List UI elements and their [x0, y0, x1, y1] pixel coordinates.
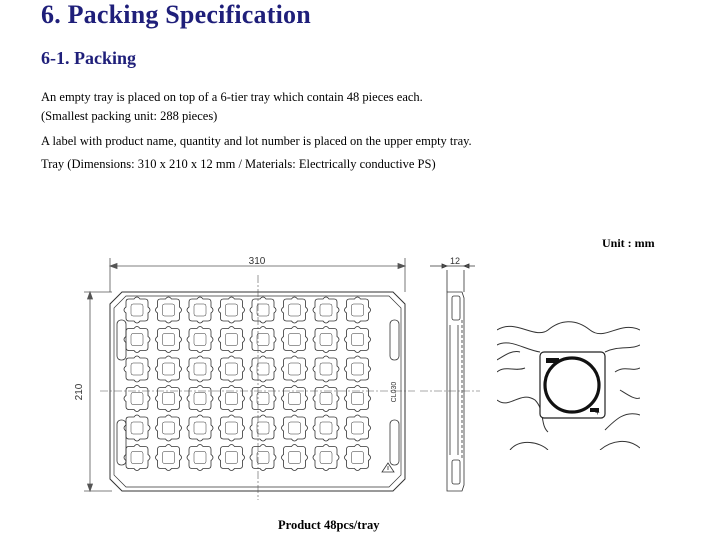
- tray-pocket-inner: [257, 393, 269, 405]
- tray-pocket: [219, 297, 245, 323]
- pocket-grid: [124, 297, 371, 471]
- tray-side-view: [430, 264, 475, 491]
- tray-pocket-inner: [163, 304, 175, 316]
- description-line-3: A label with product name, quantity and lot number is placed on the upper empty tray.: [41, 134, 472, 148]
- tray-pocket: [187, 297, 213, 323]
- tray-pocket: [313, 297, 339, 323]
- tray-pocket-inner: [352, 422, 364, 434]
- tray-pocket-inner: [257, 422, 269, 434]
- tray-pocket: [156, 297, 182, 323]
- tray-pocket: [156, 415, 182, 441]
- tray-pocket: [282, 297, 308, 323]
- tray-pocket: [219, 415, 245, 441]
- tray-pocket-inner: [131, 452, 143, 464]
- height-dimension: [84, 292, 112, 491]
- tray-pocket-inner: [352, 393, 364, 405]
- section-title: 6. Packing Specification: [41, 0, 311, 29]
- tray-pocket-inner: [289, 304, 301, 316]
- tray-pocket-inner: [289, 452, 301, 464]
- tray-pocket-inner: [320, 363, 332, 375]
- tray-pocket: [345, 386, 371, 412]
- tray-pocket: [313, 386, 339, 412]
- tray-pocket-inner: [226, 334, 238, 346]
- description-line-4: Tray (Dimensions: 310 x 210 x 12 mm / Materials: Electrically conductive PS): [41, 157, 436, 171]
- description-line-2: (Smallest packing unit: 288 pieces): [41, 109, 218, 123]
- tray-pocket: [187, 327, 213, 353]
- tray-outline: [110, 292, 405, 491]
- tray-pocket-inner: [194, 334, 206, 346]
- tray-pocket: [124, 356, 150, 382]
- tray-pocket-inner: [163, 363, 175, 375]
- tray-pocket-inner: [320, 452, 332, 464]
- tray-pocket-inner: [131, 422, 143, 434]
- tray-pocket-inner: [320, 304, 332, 316]
- tray-pocket-inner: [289, 363, 301, 375]
- tray-pocket-inner: [194, 363, 206, 375]
- tray-pocket: [282, 356, 308, 382]
- tray-pocket: [219, 356, 245, 382]
- tray-pocket-inner: [131, 393, 143, 405]
- tray-pocket: [313, 445, 339, 471]
- tray-pocket-inner: [257, 363, 269, 375]
- tray-pocket-inner: [163, 452, 175, 464]
- tray-pocket: [156, 356, 182, 382]
- tray-pocket-inner: [257, 452, 269, 464]
- tray-pocket: [345, 297, 371, 323]
- tray-pocket-inner: [352, 334, 364, 346]
- tray-pocket: [187, 445, 213, 471]
- tray-pocket: [124, 386, 150, 412]
- unit-label: Unit : mm: [602, 236, 655, 250]
- tray-pocket-inner: [352, 304, 364, 316]
- tray-pocket-inner: [352, 363, 364, 375]
- tray-pocket: [282, 386, 308, 412]
- svg-text:+: +: [595, 408, 600, 417]
- tray-pocket-inner: [194, 452, 206, 464]
- tray-pocket-inner: [163, 422, 175, 434]
- tray-pocket: [156, 327, 182, 353]
- tray-pocket-inner: [131, 304, 143, 316]
- tray-pocket: [250, 445, 276, 471]
- tray-pocket: [250, 386, 276, 412]
- height-dim-label: 210: [74, 383, 85, 401]
- tray-pocket: [187, 415, 213, 441]
- tray-pocket: [250, 297, 276, 323]
- tray-pocket: [282, 415, 308, 441]
- tray-pocket-inner: [320, 422, 332, 434]
- tray-pocket: [219, 386, 245, 412]
- tray-pocket-inner: [257, 304, 269, 316]
- tray-pocket: [124, 415, 150, 441]
- description-line-1: An empty tray is placed on top of a 6-tier tray which contain 48 pieces each.: [41, 90, 423, 104]
- tray-pocket-inner: [163, 393, 175, 405]
- tray-pocket: [282, 445, 308, 471]
- tray-pocket-inner: [320, 393, 332, 405]
- tray-pocket-inner: [226, 393, 238, 405]
- tray-pocket-inner: [226, 422, 238, 434]
- tray-pocket: [156, 386, 182, 412]
- pocket-detail-component: [540, 352, 605, 418]
- tray-pocket: [345, 327, 371, 353]
- tray-marking: CL030: [391, 381, 398, 403]
- tray-pocket: [124, 327, 150, 353]
- tray-pocket: [124, 297, 150, 323]
- tray-pocket-inner: [194, 304, 206, 316]
- tray-pocket-inner: [257, 334, 269, 346]
- tray-pocket: [250, 415, 276, 441]
- tray-pocket: [187, 386, 213, 412]
- tray-pocket-inner: [289, 422, 301, 434]
- tray-pocket-inner: [226, 452, 238, 464]
- thickness-dim-label: 12: [449, 256, 461, 266]
- tray-pocket-inner: [226, 304, 238, 316]
- tray-pocket-inner: [289, 393, 301, 405]
- tray-pocket: [250, 327, 276, 353]
- tray-pocket-inner: [194, 393, 206, 405]
- tray-pocket: [345, 415, 371, 441]
- section-subtitle: 6-1. Packing: [41, 48, 137, 68]
- tray-pocket: [187, 356, 213, 382]
- tray-pocket: [313, 327, 339, 353]
- tray-pocket-inner: [131, 363, 143, 375]
- tray-pocket-inner: [289, 334, 301, 346]
- tray-pocket-inner: [320, 334, 332, 346]
- tray-pocket: [313, 356, 339, 382]
- tray-pocket: [250, 356, 276, 382]
- tray-pocket-inner: [352, 452, 364, 464]
- tray-pocket: [219, 327, 245, 353]
- tray-pocket: [313, 415, 339, 441]
- tray-pocket: [282, 327, 308, 353]
- tray-pocket: [124, 445, 150, 471]
- width-dim-label: 310: [248, 256, 266, 267]
- tray-pocket: [345, 445, 371, 471]
- tray-pocket: [156, 445, 182, 471]
- tray-pocket: [219, 445, 245, 471]
- drawing-caption: Product 48pcs/tray: [278, 518, 380, 532]
- tray-pocket-inner: [194, 422, 206, 434]
- tray-pocket-inner: [163, 334, 175, 346]
- tray-pocket-inner: [131, 334, 143, 346]
- tray-pocket-inner: [226, 363, 238, 375]
- tray-pocket: [345, 356, 371, 382]
